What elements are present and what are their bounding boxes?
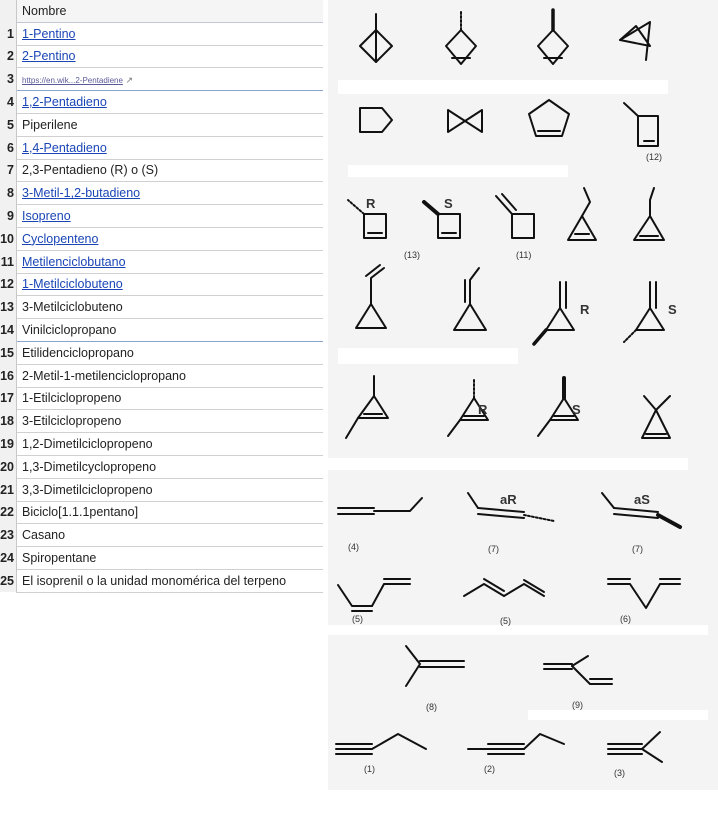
compound-name-table [0, 0, 323, 593]
table-header-row [0, 0, 323, 22]
table-row [0, 387, 323, 410]
table-row [0, 22, 323, 45]
table-row [0, 227, 323, 250]
compound-name-cell: Casano [17, 524, 324, 547]
row-number: 21 [0, 478, 17, 501]
compound-link[interactable]: 2-Pentino [22, 49, 76, 64]
table-row [0, 68, 323, 91]
label-12: (12) [646, 152, 663, 162]
row-number: 2 [0, 45, 17, 68]
structure-cyclopentene [529, 100, 569, 136]
table-row [0, 433, 323, 456]
compound-name-cell[interactable] [17, 68, 324, 91]
structure-3-methyl-1-2-butadiene [406, 646, 464, 686]
table-row [0, 319, 323, 342]
structure-methylenecyclopropane-r [534, 282, 574, 344]
label-9: (9) [572, 700, 583, 710]
structure-methylenecyclobutane [496, 194, 534, 238]
compound-name-cell: Biciclo[1.1.1pentano] [17, 501, 324, 524]
structure-vinylcyclopropane [356, 265, 386, 328]
compound-link[interactable]: Isopreno [22, 209, 71, 224]
structure-3-methylcyclobutene-s [424, 202, 460, 238]
compound-name-cell: 2-Metil-1-metilenciclopropano [17, 364, 324, 387]
compound-name-cell[interactable] [17, 250, 324, 273]
structure-1-2-dimethylcyclopropene [346, 376, 388, 438]
table-row [0, 182, 323, 205]
structure-1-2-pentadiene [338, 498, 422, 514]
row-number: 4 [0, 91, 17, 114]
structure-drawings [328, 0, 718, 800]
compound-link[interactable]: 1,2-Pentadieno [22, 95, 107, 110]
compound-name-cell[interactable] [17, 22, 324, 45]
row-number: 19 [0, 433, 17, 456]
compound-name-cell[interactable] [17, 136, 324, 159]
compound-name-cell: 3-Etilciclopropeno [17, 410, 324, 433]
row-number: 10 [0, 227, 17, 250]
row-number: 6 [0, 136, 17, 159]
table-row [0, 91, 323, 114]
compound-link[interactable]: 1-Pentino [22, 26, 76, 41]
table-row [0, 524, 323, 547]
compound-link[interactable]: 3-Metil-1,2-butadieno [22, 186, 141, 201]
label-6: (6) [620, 614, 631, 624]
table-row [0, 273, 323, 296]
structure-3-ethylcyclopropene [634, 188, 664, 240]
row-number: 20 [0, 455, 17, 478]
label-8: (8) [426, 702, 437, 712]
row-number: 5 [0, 113, 17, 136]
label-5: (5) [352, 614, 363, 624]
table-row [0, 569, 323, 592]
label-3: (3) [614, 768, 625, 778]
structure-bicyclobutene-b [538, 10, 568, 64]
compound-name-cell: 3,3-Dimetilciclopropeno [17, 478, 324, 501]
label-1: (1) [364, 764, 375, 774]
compound-name-cell: 3-Metilciclobuteno [17, 296, 324, 319]
structure-ethylidenecyclopropane [454, 268, 486, 330]
table-row [0, 159, 323, 182]
structure-spiro-cyclopropene [620, 22, 650, 60]
structure-spiropentane [448, 110, 482, 132]
table-row [0, 250, 323, 273]
structure-piperylene-trans [464, 579, 544, 596]
row-number: 23 [0, 524, 17, 547]
compound-name-cell: 1-Etilciclopropeno [17, 387, 324, 410]
table-row [0, 364, 323, 387]
label-4: (4) [348, 542, 359, 552]
structure-3-3-dimethylcyclopropene [642, 396, 670, 438]
structures-figure [328, 0, 718, 800]
table-row [0, 410, 323, 433]
row-number: 17 [0, 387, 17, 410]
row-number-header [0, 0, 17, 22]
compound-name-cell: Vinilciclopropano [17, 319, 324, 342]
table-row [0, 113, 323, 136]
compound-link[interactable]: https://en.wik...2-Pentadiene [22, 76, 123, 86]
compound-name-cell[interactable] [17, 205, 324, 228]
compound-name-cell: Etilidenciclopropano [17, 341, 324, 364]
row-number: 15 [0, 341, 17, 364]
label-5: (5) [500, 616, 511, 626]
row-number: 25 [0, 569, 17, 592]
structure-bicyclo-pentene [360, 108, 392, 132]
row-number: 12 [0, 273, 17, 296]
compound-name-cell: Piperilene [17, 113, 324, 136]
row-number: 3 [0, 68, 17, 91]
compound-name-cell[interactable] [17, 182, 324, 205]
row-number: 18 [0, 410, 17, 433]
row-number: 24 [0, 547, 17, 570]
compound-name-cell: El isoprenil o la unidad monomérica del terpeno [17, 569, 324, 592]
structure-1-ethylcyclopropene [568, 188, 596, 240]
row-number: 22 [0, 501, 17, 524]
structure-bicyclobutene-a [446, 10, 476, 64]
label-7: (7) [488, 544, 499, 554]
label-r-stereo: R [478, 402, 488, 417]
table-row [0, 455, 323, 478]
label-ar: aR [500, 492, 517, 507]
structure-isoprene [544, 656, 612, 684]
structure-3-methyl-1-butyne [608, 732, 662, 762]
row-number: 13 [0, 296, 17, 319]
label-11: (11) [516, 250, 532, 260]
compound-name-cell[interactable] [17, 227, 324, 250]
label-s-stereo: S [668, 302, 677, 317]
row-number: 14 [0, 319, 17, 342]
table-row [0, 45, 323, 68]
table-row [0, 205, 323, 228]
row-number: 9 [0, 205, 17, 228]
compound-name-cell[interactable] [17, 91, 324, 114]
label-13: (13) [404, 250, 421, 260]
compound-name-cell: 2,3-Pentadieno (R) o (S) [17, 159, 324, 182]
label-7: (7) [632, 544, 643, 554]
table-row [0, 341, 323, 364]
compound-name-cell[interactable] [17, 45, 324, 68]
table-row [0, 136, 323, 159]
compound-link[interactable]: Metilenciclobutano [22, 254, 126, 269]
compound-link[interactable]: 1,4-Pentadieno [22, 140, 107, 155]
label-r-stereo: R [580, 302, 590, 317]
compound-name-cell: 1,2-Dimetilciclopropeno [17, 433, 324, 456]
compound-name-cell: 1,3-Dimetilcyclopropeno [17, 455, 324, 478]
table-row [0, 478, 323, 501]
table-row [0, 501, 323, 524]
label-2: (2) [484, 764, 495, 774]
structure-1-methylcyclobutene [624, 103, 658, 146]
label-s-stereo: S [572, 402, 581, 417]
table-row [0, 547, 323, 570]
structure-piperylene-cis [338, 579, 410, 611]
row-number: 16 [0, 364, 17, 387]
compound-link[interactable]: Cyclopenteno [22, 231, 99, 246]
structure-1-4-pentadiene [608, 579, 680, 608]
row-number: 7 [0, 159, 17, 182]
structure-1-pentyne [336, 734, 426, 754]
label-as: aS [634, 492, 650, 507]
compound-link[interactable]: 1-Metilciclobuteno [22, 277, 123, 292]
label-s-stereo: S [444, 196, 453, 211]
row-number: 1 [0, 22, 17, 45]
table-row [0, 296, 323, 319]
structure-methylenecyclopropane-s [624, 282, 664, 342]
label-r-stereo: R [366, 196, 376, 211]
column-header-nombre: Nombre [17, 0, 324, 22]
compound-name-cell[interactable] [17, 273, 324, 296]
compound-name-cell: Spiropentane [17, 547, 324, 570]
row-number: 11 [0, 250, 17, 273]
structure-2-pentyne [468, 734, 564, 754]
external-link-icon[interactable]: ↗ [122, 75, 133, 86]
structure-bicyclobutane [360, 14, 392, 62]
row-number: 8 [0, 182, 17, 205]
